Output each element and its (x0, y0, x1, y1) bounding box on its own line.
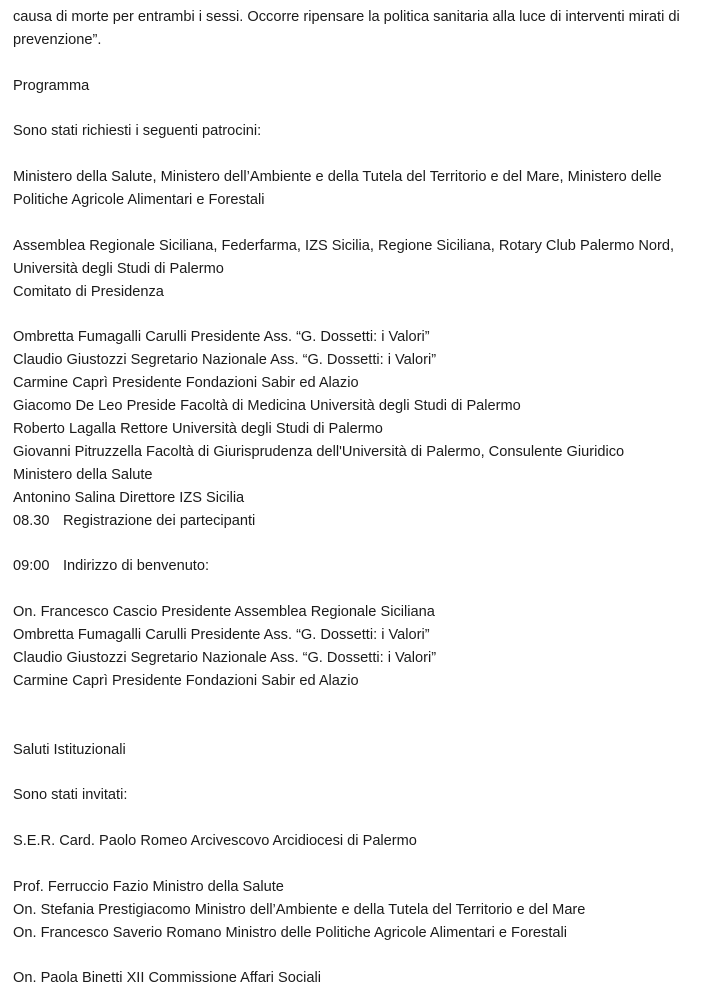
welcome-speaker: Carmine Caprì Presidente Fondazioni Sabir ed Alazio (13, 672, 359, 689)
comitato-member: Carmine Caprì Presidente Fondazioni Sabir ed Alazio (13, 375, 359, 392)
registration-time: 08.30 (13, 512, 50, 529)
welcome-label: Indirizzo di benvenuto: (63, 558, 210, 575)
document-page (13, 6, 713, 990)
comitato-member: Ombretta Fumagalli Carulli Presidente Ass. “G. Dossetti: i Valori” (13, 329, 430, 346)
patrocini-heading: Sono stati richiesti i seguenti patrocini: (13, 123, 262, 140)
welcome-speaker: Claudio Giustozzi Segretario Nazionale Ass. “G. Dossetti: i Valori” (13, 649, 437, 666)
schedule-registration (13, 510, 713, 533)
comitato-member: Antonino Salina Direttore IZS Sicilia (13, 489, 245, 506)
ministries-line-2: Politiche Agricole Alimentari e Forestali (13, 192, 265, 209)
invited-commission: On. Paola Binetti XII Commissione Affari Sociali (13, 970, 321, 987)
schedule-welcome (13, 555, 713, 578)
comitato-member: Giovanni Pitruzzella Facoltà di Giurisprudenza dell'Università di Palermo, Consulente Giuridico (13, 443, 625, 460)
comitato-member: Giacomo De Leo Preside Facoltà di Medicina Università degli Studi di Palermo (13, 398, 521, 415)
registration-label: Registrazione dei partecipanti (63, 512, 256, 529)
comitato-member: Roberto Lagalla Rettore Università degli Studi di Palermo (13, 421, 383, 438)
institutions-line-2: Università degli Studi di Palermo (13, 260, 224, 277)
welcome-time: 09:00 (13, 558, 50, 575)
programma-heading: Programma (13, 77, 90, 94)
invited-cardinal: S.E.R. Card. Paolo Romeo Arcivescovo Arcidiocesi di Palermo (13, 833, 417, 850)
comitato-member: Ministero della Salute (13, 466, 153, 483)
intro-line-1: causa di morte per entrambi i sessi. Occorre ripensare la politica sanitaria alla luce di interventi mirati di (13, 9, 680, 25)
intro-line-2: prevenzione”. (13, 31, 102, 48)
saluti-heading: Saluti Istituzionali (13, 741, 126, 758)
invited-minister: Prof. Ferruccio Fazio Ministro della Salute (13, 878, 284, 895)
invited-heading: Sono stati invitati: (13, 787, 128, 804)
institutions-line-1: Assemblea Regionale Siciliana, Federfarma, IZS Sicilia, Regione Siciliana, Rotary Club Palermo Nord, (13, 237, 675, 254)
welcome-speaker: Ombretta Fumagalli Carulli Presidente Ass. “G. Dossetti: i Valori” (13, 627, 430, 644)
comitato-member: Claudio Giustozzi Segretario Nazionale Ass. “G. Dossetti: i Valori” (13, 352, 437, 369)
invited-minister: On. Stefania Prestigiacomo Ministro dell’Ambiente e della Tutela del Territorio e del Mare (13, 901, 586, 918)
invited-minister: On. Francesco Saverio Romano Ministro delle Politiche Agricole Alimentari e Forestali (13, 924, 567, 941)
comitato-heading: Comitato di Presidenza (13, 283, 164, 300)
welcome-speaker: On. Francesco Cascio Presidente Assemblea Regionale Siciliana (13, 604, 435, 621)
ministries-line-1: Ministero della Salute, Ministero dell’Ambiente e della Tutela del Territorio e del Mare, Ministero delle (13, 169, 662, 186)
